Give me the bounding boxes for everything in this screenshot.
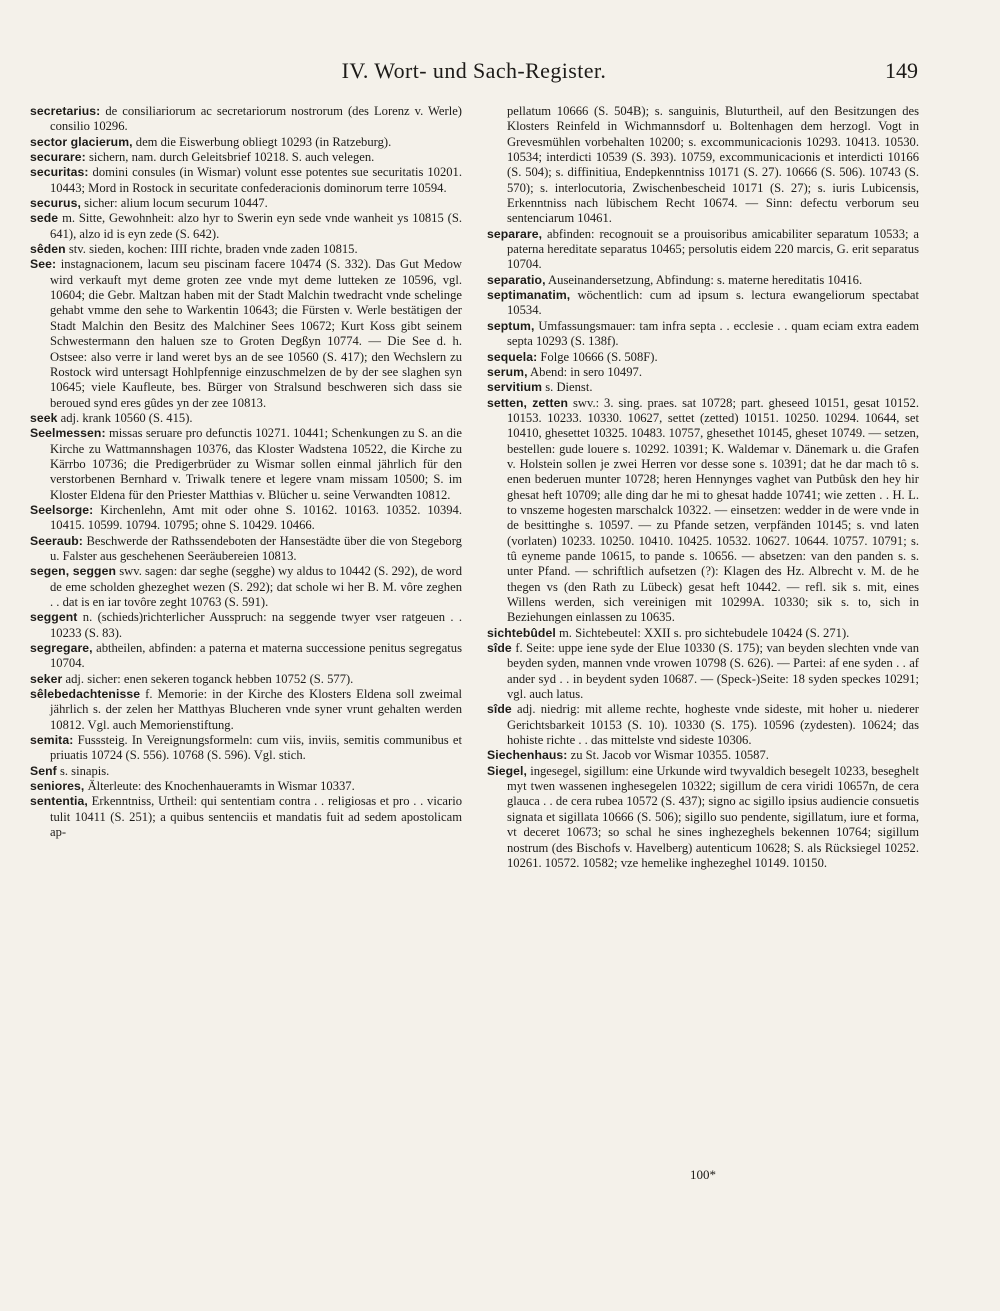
entry-headword: securus,	[30, 196, 81, 211]
index-entry	[30, 411, 462, 426]
left-column	[30, 104, 462, 841]
entry-headword: sede	[30, 211, 59, 226]
index-entry	[30, 211, 462, 242]
entry-text: Beschwerde der Rathssendeboten der Hansestädte über die von Stegeborg u. Falster aus geschehenen Seeräubereien 10813.	[50, 533, 462, 563]
entry-headword: seggent	[30, 610, 78, 625]
entry-text: abfinden: recognouit se a prouisoribus amicabiliter separatum 10533; a paterna hereditate separatus 10465; persolutis eidem 220 marcis, G. erit separatus 10704.	[507, 226, 919, 272]
index-entry	[30, 257, 462, 410]
entry-text: wöchentlich: cum ad ipsum s. lectura ewangeliorum spectabat 10534.	[507, 288, 919, 318]
entry-text: stv. sieden, kochen: IIII richte, braden vnde zaden 10815.	[68, 242, 358, 257]
entry-text: n. (schieds)richterlicher Ausspruch: na seggende twyer vser ratgeuen . . 10233 (S. 83).	[50, 610, 462, 640]
index-entry	[487, 748, 919, 763]
entry-text: Fusssteig. In Vereignungsformeln: cum viis, inviis, semitis communibus et priuatis 10724 (S. 556). 10768 (S. 596). Vgl. stich.	[50, 733, 462, 763]
entry-text: Abend: in sero 10497.	[530, 364, 642, 379]
index-entry	[487, 626, 919, 641]
entry-text: Folge 10666 (S. 508F).	[540, 349, 658, 364]
entry-text: swv.: 3. sing. praes. sat 10728; part. gheseed 10151, gesat 10152. 10153. 10233. 10330. 10627, settet (zetted) 10151. 10250. 10294. 10644, set 10410, ghesettet 10325. 10483. 10757, ghesethet 10145, gheset 10749. — setzen, bestellen: gude louere s. 10292. 10391; K. Waldemar v. Dänemark u. die Grafen v. Holstein sollen je zwei Herren vor desse sone s. 10391; dat he dar mach tô s. enen bederuen munter 10728; heren Hennynges vaghet van Putbûsk den hey hir ghesat heft 10709; alle ding dar he mi to ghesat hadde 10741; wie zetten . . H. L. to vnszeme hogesten marschalck 10322. — einsetzen: wedder in de were vnde in de besittinghe s. 10597. — zu Pfande setzen, verpfänden 10145; s. vnd laten (vorlaten) 10233. 10250. 10410. 10425. 10532. 10627. 10644. 10757. 10791; s. tû eyneme pande 10615, to pande s. 10656. — absetzen: van den panden s. s. unter Pfand. — schriftlich aufsetzen (?): Klagen des Hz. Albrecht v. M. de he thegen vs (den Rath zu Lübeck) gesat heft 10442. — refl. sik s. mit, eines Willens werden, sich vereinigen mit 10299A. 10330; sik s. to, sich in Beziehungen einlassen zu 10635.	[507, 395, 919, 625]
entry-text: m. Sitte, Gewohnheit: alzo hyr to Swerin eyn sede vnde wanheit ys 10815 (S. 641), alzo id is eyn zede (S. 642).	[50, 211, 462, 241]
entry-headword: seker	[30, 671, 63, 686]
entry-headword: sector glacierum,	[30, 134, 133, 149]
index-entry	[487, 350, 919, 365]
entry-text: zu St. Jacob vor Wismar 10355. 10587.	[570, 748, 769, 763]
index-entry	[30, 794, 462, 840]
index-entry	[487, 319, 919, 350]
entry-text: abtheilen, abfinden: a paterna et materna successione penitus segregatus 10704.	[50, 641, 462, 671]
index-entry	[487, 702, 919, 748]
index-entry	[487, 104, 919, 227]
index-entry	[30, 135, 462, 150]
entry-headword: Seelsorge:	[30, 502, 94, 517]
entry-headword: setten, zetten	[487, 395, 569, 410]
entry-headword: servitium	[487, 380, 543, 395]
index-entry	[487, 273, 919, 288]
entry-headword: seniores,	[30, 779, 85, 794]
right-column	[487, 104, 919, 871]
entry-text: sicher: alium locum securum 10447.	[84, 196, 268, 211]
index-entry	[487, 380, 919, 395]
entry-headword: Senf	[30, 763, 57, 778]
entry-text: swv. sagen: dar seghe (segghe) wy aldus to 10442 (S. 292), de word de eme scholden ghezeghet wezen (S. 292); dat schole wi her B. M. vôre zeghen . . dat is en iar tovôre zeght 10763 (S. 591).	[50, 564, 463, 609]
entry-headword: Seelmessen:	[30, 426, 106, 441]
entry-text: Erkenntniss, Urtheil: qui sententiam contra . . religiosas et pro . . vicario tulit 10411 (S. 251); a quibus sentenciis et mandatis fuit ad sedem apostolicam ap-	[50, 794, 462, 840]
entry-headword: segregare,	[30, 641, 93, 656]
entry-text: m. Sichtebeutel: XXII s. pro sichtebudele 10424 (S. 271).	[558, 625, 850, 640]
index-entry	[30, 672, 462, 687]
index-entry	[30, 242, 462, 257]
index-entry	[30, 687, 462, 733]
entry-text: instagnacionem, lacum seu piscinam facere 10474 (S. 332). Das Gut Medow wird verkauft myt deme groten zee vnde myt deme lutteken ze 10596, vgl. 10604; die Gebr. Maltzan haben mit der Stadt Malchin twedracht vnde schelinge gehabt vmme den sehe to Warkentin 10643; die Fürsten v. Werle bestätigen der Stadt Malchin den Besitz des Malchiner Sees 10672; Kurt Koss gibt seinem Schwestermann den haluen sze to Groten Degßyn 10774. — Die See d. h. Ostsee: also verre ir land weret bys an de see 10560 (S. 417); den Wechslern zu Rostock wird untersagt Hohlpfennige einzuschmelzen de by der see slaghen syn 10645; viele Kaufleute, bes. Bürger von Stralsund beschweren sich dass sie beroued synd eres gûdes yn der zee 10813.	[50, 257, 462, 410]
entry-text: Älterleute: des Knochenhaueramts in Wismar 10337.	[87, 779, 355, 794]
entry-headword: sîde	[487, 702, 512, 717]
entry-text: missas seruare pro defunctis 10271. 10441; Schenkungen zu S. an die Kirche zu Wattmannshagen 10376, das Kloster Wadstena 10522, die Kirche zu Kärrbo 10736; die Predigerbrüder zu Wismar sollen einmal jährlich für den verstorbenen Bernhard v. Triwalk tenere et legere vnam missam 10500; S. im Kloster Eldena für den Priester Matthias v. Blücher u. seine Verwandten 10812.	[50, 426, 462, 502]
entry-text: Auseinandersetzung, Abfindung: s. materne hereditatis 10416.	[548, 272, 863, 287]
index-entry	[30, 104, 462, 135]
entry-headword: separare,	[487, 226, 543, 241]
index-entry	[30, 564, 462, 610]
entry-headword: septimanatim,	[487, 288, 571, 303]
entry-headword: semita:	[30, 733, 74, 748]
entry-text: domini consules (in Wismar) volunt esse potentes sue securitatis 10201. 10443; Mord in Rostock in securitate confederacionis dominorum terre 10594.	[50, 165, 462, 195]
entry-headword: sîde	[487, 641, 512, 656]
entry-text: pellatum 10666 (S. 504B); s. sanguinis, Bluturtheil, auf den Besitzungen des Klosters Reinfeld in Wichmannsdorf u. Boltenhagen dem herzogl. Vogt in Grevesmühlen vorbehalten 10200; s. excommunicacionis 10293. 10413. 10530. 10534; interdicti 10539 (S. 393). 10759, excommunicacionis et interdicti 10166 (S. 504); s. diffinitiua, Endерkenntniss 10171 (S. 27). 10666 (S. 506). 10743 (S. 570); s. interlocutoria, Zwischenbescheid 10171 (S. 27); s. iuris Lubicensis, Erkenntniss nach lübischem Recht 10674. — Sinn: defectu verborum seu sentenciarum 10461.	[507, 104, 919, 226]
entry-headword: serum,	[487, 364, 528, 379]
entry-text: dem die Eiswerbung obliegt 10293 (in Ratzeburg).	[135, 134, 392, 149]
entry-headword: securitas:	[30, 165, 89, 180]
entry-headword: sichtebûdel	[487, 625, 556, 640]
index-entry	[30, 779, 462, 794]
index-entry	[487, 641, 919, 702]
signature-mark: 100*	[690, 1167, 716, 1182]
index-entry	[487, 365, 919, 380]
entry-headword: Siegel,	[487, 763, 527, 778]
entry-text: adj. krank 10560 (S. 415).	[60, 410, 193, 425]
page-number: 149	[885, 58, 918, 83]
entry-headword: seek	[30, 410, 58, 425]
index-entry	[30, 733, 462, 764]
index-entry	[30, 610, 462, 641]
entry-text: Umfassungsmauer: tam infra septa . . ecclesie . . quam eciam extra eadem septa 10293 (S. 138f).	[507, 318, 919, 349]
index-entry	[30, 641, 462, 672]
entry-headword: Seeraub:	[30, 533, 83, 548]
entry-text: de consiliariorum ac secretariorum nostrorum (des Lorenz v. Werle) consilio 10296.	[50, 104, 463, 134]
index-entry	[30, 534, 462, 565]
index-entry	[30, 196, 462, 211]
entry-text: s. Dienst.	[545, 380, 593, 395]
entry-headword: septum,	[487, 318, 535, 333]
running-head	[30, 58, 918, 88]
index-entry	[30, 426, 462, 503]
entry-headword: sequela:	[487, 349, 538, 364]
index-entry	[30, 503, 462, 534]
index-entry	[487, 288, 919, 319]
index-entry	[30, 764, 462, 779]
entry-text: Kirchenlehn, Amt mit oder ohne S. 10162. 10163. 10352. 10394. 10415. 10599. 10794. 10795; ohne S. 10429. 10466.	[50, 502, 462, 533]
entry-text: sichern, nam. durch Geleitsbrief 10218. S. auch velegen.	[88, 150, 375, 165]
entry-headword: sententia,	[30, 794, 88, 809]
entry-headword: See:	[30, 257, 57, 272]
entry-text: s. sinapis.	[59, 763, 110, 778]
page-title: IV. Wort- und Sach-Register.	[341, 58, 607, 83]
index-entry	[30, 165, 462, 196]
index-entry	[487, 227, 919, 273]
entry-headword: separatio,	[487, 272, 546, 287]
index-entry	[487, 396, 919, 626]
index-entry	[30, 150, 462, 165]
entry-text: f. Seite: uppe iene syde der Elue 10330 (S. 175); van beyden slechten vnde van beyden syden, mannen vnde vrowen 10798 (S. 626). — Partei: af ene syden . . af ander syd . . in beydent syden 10687. — (Speck-)Seite: 18 syden speckes 10291; vgl. auch latus.	[507, 641, 919, 702]
entry-headword: Siechenhaus:	[487, 748, 568, 763]
entry-text: ingesegel, sigillum: eine Urkunde wird twyvaldich besegelt 10233, beseghelt myt twen wassenen inghesegelen 10322; sigillum de cera viridi 10657n, de cera glauca . . de cera rubea 10572 (S. 437); signo ac sigillo ipsius audiencie consuetis signata et sigillata 10666 (S. 506); sigillo suo pendente, sigillatum, iure et forma, vt deceret 10673; so schal he sines inghezeghels bekennen 10764; sigillum nostrum (des Bischofs v. Havelberg) autenticum 10628; S. als Rücksiegel 10252. 10261. 10572. 10582; vze hemelike inghezeghel 10149. 10150.	[507, 763, 919, 870]
entry-headword: segen, seggen	[30, 564, 117, 579]
entry-headword: securare:	[30, 150, 86, 165]
entry-headword: sêlebedachtenisse	[30, 687, 141, 702]
entry-text: adj. sicher: enen sekeren toganck hebben 10752 (S. 577).	[65, 671, 354, 686]
entry-headword: sêden	[30, 242, 66, 257]
entry-text: adj. niedrig: mit alleme rechte, hogheste vnde sideste, mit hoher u. niederer Gerichtsbarkeit 10153 (S. 10). 10330 (S. 175). 10596 (zydesten). 10624; das hohiste richte . . das mittelste vnd sideste 10306.	[507, 702, 919, 748]
entry-headword: secretarius:	[30, 104, 101, 118]
index-entry	[487, 764, 919, 871]
entry-text: f. Memorie: in der Kirche des Klosters Eldena soll zweimal jährlich s. der zelen her Matthyas Blucheren vnde syner vrunt gehalten werden 10812. Vgl. auch Memorienstiftung.	[50, 687, 463, 732]
